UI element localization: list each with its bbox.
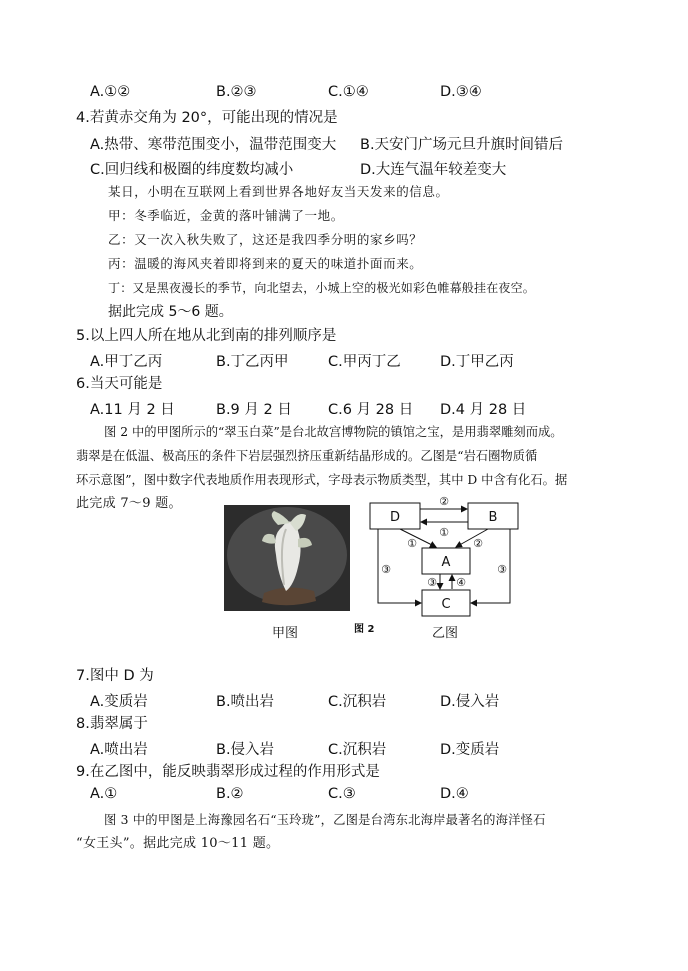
q3-option-a: A.①②: [90, 84, 131, 100]
q8-option-d: D.变质岩: [440, 742, 500, 758]
q9-option-c: C.③: [328, 786, 356, 802]
jade-cabbage-illustration: [224, 505, 350, 611]
passage2-line3: 环示意图”，图中数字代表地质作用表现形式，字母表示物质类型，其中 D 中含有化石。据: [76, 473, 568, 487]
rock-cycle-diagram: [360, 490, 530, 618]
q4-option-c: C.回归线和极圈的纬度数均减小: [90, 162, 294, 178]
box-c-label: C: [441, 597, 451, 612]
passage1-task: 据此完成 5～6 题。: [108, 304, 233, 320]
q6-option-c: C.6 月 28 日: [328, 402, 414, 418]
q5-option-d: D.丁甲乙丙: [440, 354, 514, 370]
q4-option-a: A.热带、寒带范围变小，温带范围变大: [90, 137, 337, 153]
box-d-label: D: [389, 510, 401, 525]
passage1-intro: 某日，小明在互联网上看到世界各地好友当天发来的信息。: [108, 184, 449, 199]
label-leftside-3: ③: [381, 563, 391, 576]
label-rightdiag-2: ②: [473, 537, 483, 550]
jade-cabbage-photo: [224, 505, 350, 611]
passage3-line2: “女王头”。据此完成 10～11 题。: [76, 836, 280, 851]
passage2-line1: 图 2 中的甲图所示的“翠玉白菜”是台北故宫博物院的镇馆之宝，是用翡翠雕刻而成。: [104, 425, 563, 439]
q5-option-c: C.甲丙丁乙: [328, 354, 401, 370]
q3-option-b: B.②③: [216, 84, 257, 100]
q8-option-b: B.侵入岩: [216, 742, 275, 758]
q8-option-a: A.喷出岩: [90, 742, 148, 758]
q3-option-c: C.①④: [328, 84, 369, 100]
q9-option-b: B.②: [216, 786, 244, 802]
q6-stem: 6.当天可能是: [76, 376, 163, 392]
passage1-ding: 丁：又是黑夜漫长的季节，向北望去，小城上空的极光如彩色帷幕般挂在夜空。: [108, 281, 536, 295]
q7-option-c: C.沉积岩: [328, 694, 387, 710]
caption-yi: 乙图: [432, 626, 459, 641]
q5-option-b: B.丁乙丙甲: [216, 354, 289, 370]
q9-stem: 9.在乙图中，能反映翡翠形成过程的作用形式是: [76, 764, 380, 780]
label-rightside-3: ③: [497, 563, 507, 576]
passage2-line4: 此完成 7～9 题。: [76, 496, 182, 511]
label-top-2: ②: [439, 495, 449, 508]
q9-option-d: D.④: [440, 786, 469, 802]
q6-option-a: A.11 月 2 日: [90, 402, 175, 418]
box-b-label: B: [488, 510, 498, 525]
q8-option-c: C.沉积岩: [328, 742, 387, 758]
q5-option-a: A.甲丁乙丙: [90, 354, 163, 370]
passage1-bing: 丙：温暖的海风夹着即将到来的夏天的味道扑面而来。: [108, 256, 423, 271]
q7-option-b: B.喷出岩: [216, 694, 275, 710]
q7-option-a: A.变质岩: [90, 694, 148, 710]
label-ac-3: ③: [427, 576, 437, 589]
caption-jia: 甲图: [272, 626, 299, 641]
q8-stem: 8.翡翠属于: [76, 716, 148, 732]
q7-stem: 7.图中 D 为: [76, 668, 154, 684]
q4-option-d: D.大连气温年较差变大: [360, 162, 507, 178]
q7-option-d: D.侵入岩: [440, 694, 500, 710]
q4-option-b: B.天安门广场元旦升旗时间错后: [360, 137, 564, 153]
q5-stem: 5.以上四人所在地从北到南的排列顺序是: [76, 328, 337, 344]
q4-stem: 4.若黄赤交角为 20°，可能出现的情况是: [76, 110, 338, 126]
label-mid-1: ①: [439, 526, 449, 539]
q6-option-b: B.9 月 2 日: [216, 402, 292, 418]
q6-option-d: D.4 月 28 日: [440, 402, 527, 418]
label-ac-4: ④: [456, 576, 466, 589]
caption-figure-2: 图 2: [354, 624, 375, 635]
passage3-line1: 图 3 中的甲图是上海豫园名石“玉玲珑”，乙图是台湾东北海岸最著名的海洋怪石: [104, 813, 546, 827]
label-leftdiag-1: ①: [407, 537, 417, 550]
passage2-line2: 翡翠是在低温、极高压的条件下岩层强烈挤压重新结晶形成的。乙图是“岩石圈物质循: [76, 449, 538, 463]
box-a-label: A: [441, 555, 451, 570]
passage1-jia: 甲：冬季临近，金黄的落叶铺满了一地。: [108, 208, 344, 223]
q3-option-d: D.③④: [440, 84, 482, 100]
passage1-yi: 乙：又一次入秋失败了，这还是我四季分明的家乡吗？: [108, 232, 423, 247]
q9-option-a: A.①: [90, 786, 118, 802]
